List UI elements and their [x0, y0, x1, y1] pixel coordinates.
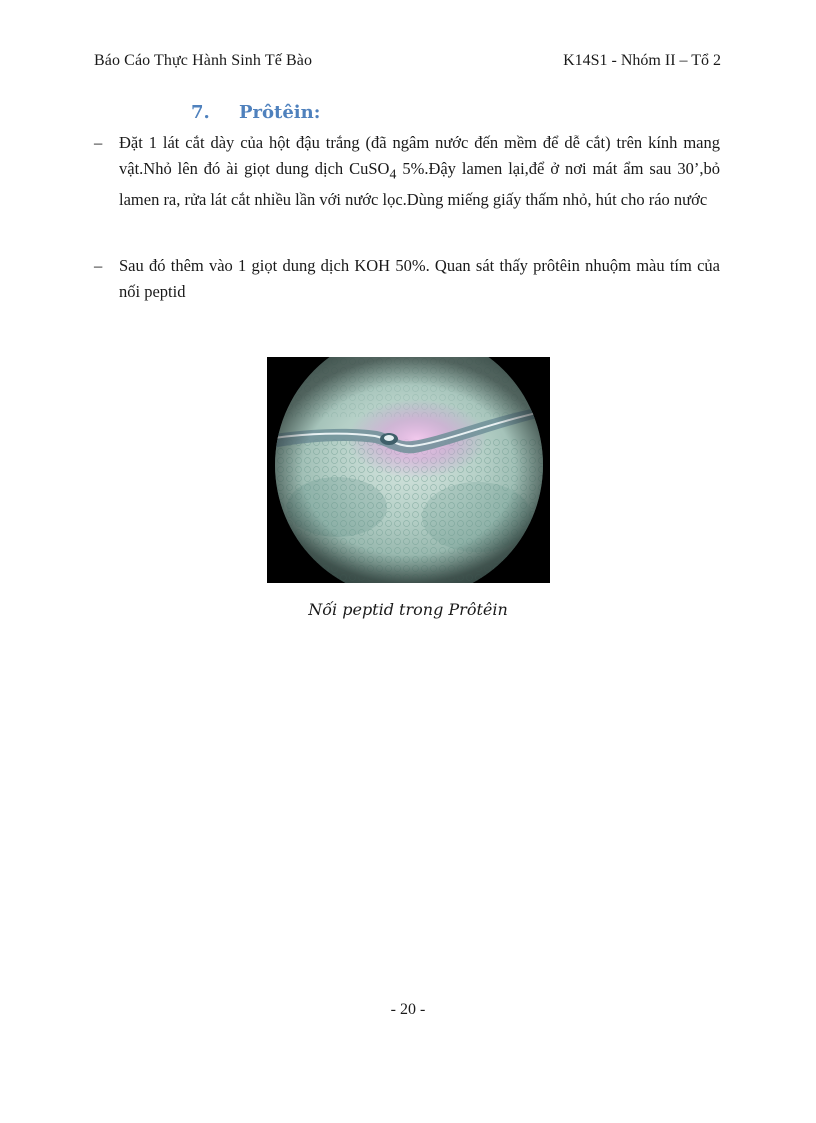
list-item — [94, 130, 720, 213]
section-title: Prôtêin: — [239, 102, 321, 123]
bullet-dash: – — [94, 256, 103, 275]
section-number: 7. — [191, 102, 210, 123]
header-title: Báo Cáo Thực Hành Sinh Tế Bào — [94, 52, 313, 69]
bullet-text — [119, 130, 720, 213]
bullet-text-part: 5%.Đậy lamen lại,để ở nơi mát ẩm sau 30’,bỏ lamen ra, rửa lát cắt nhiều lần với nước lọc.Dùng miếng giấy thấm nhỏ, hút cho ráo nước — [119, 159, 720, 210]
chemical-subscript: 4 — [389, 166, 397, 182]
figure-caption: Nối peptid trong Prôtêin — [308, 600, 508, 619]
microscope-image — [267, 357, 550, 583]
section-heading — [191, 102, 320, 123]
bullet-text-part: Đặt 1 lát cắt dày của hột đậu trắng (đã ngâm nước đến mềm để dễ cắt) trên kính mang vật.Nhỏ lên đó ài giọt dung dịch CuSO — [119, 133, 720, 178]
page-number: - 20 - — [390, 1001, 426, 1018]
bullet-text: Sau đó thêm vào 1 giọt dung dịch KOH 50%. Quan sát thấy prôtêin nhuộm màu tím của nối peptid — [119, 256, 720, 301]
list-item — [94, 253, 720, 305]
header-group: K14S1 - Nhóm II – Tổ 2 — [563, 52, 721, 69]
microscope-view — [267, 357, 550, 583]
bullet-dash: – — [94, 133, 103, 152]
